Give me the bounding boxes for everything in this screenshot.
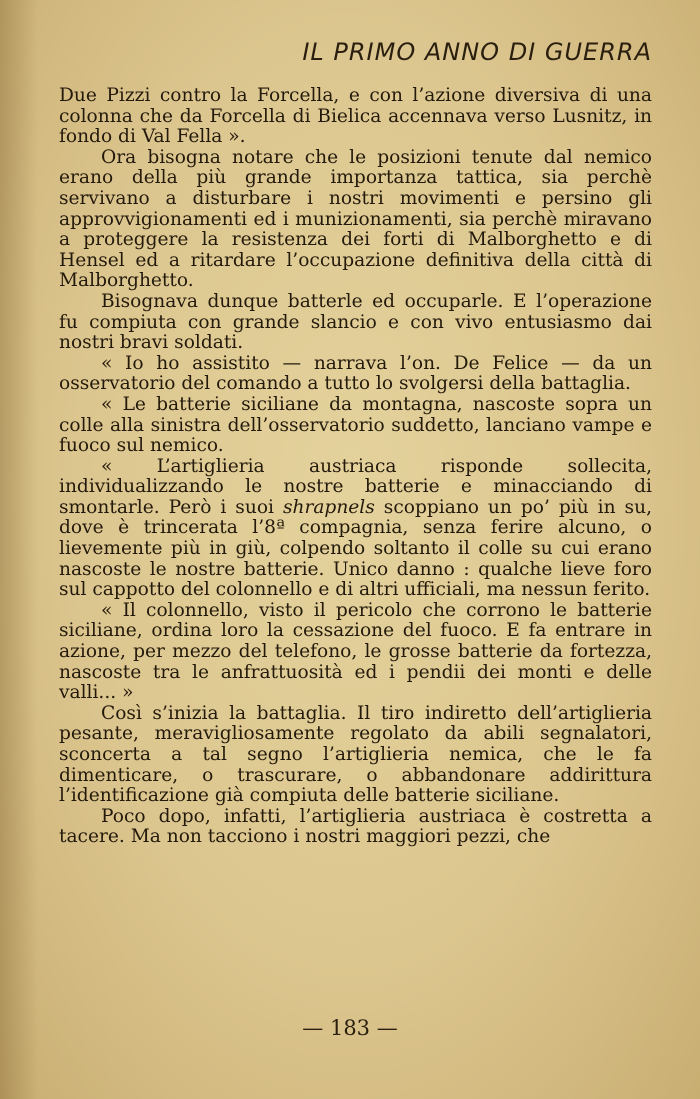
paragraph-6-part-1: « L’artiglieria austriaca risponde sollecita, individualizzando le nostre batterie e minacciando di smontarle. Però i suoi xyxy=(59,455,652,518)
paragraph-6 xyxy=(59,457,652,601)
paragraph-7: « Il colonnello, visto il pericolo che corrono le batterie siciliane, ordina loro la cessazione del fuoco. E fa entrare in azione, per mezzo del telefono, le grosse batterie da fortezza, nascoste tra le anfrattuosità ed i pendii dei monti e delle valli... » xyxy=(59,599,652,704)
paragraph-6-part-2: scoppiano un po’ più in su, dove è trincerata l’8ª compagnia, senza ferire alcuno, o lievemente più in giù, colpendo soltanto il colle su cui erano nascoste le nostre batterie. Unico danno : qualche lieve foro sul cappotto del colonnello e di altri ufficiali, ma nessun ferito. xyxy=(59,496,652,601)
running-head: IL PRIMO ANNO DI GUERRA xyxy=(302,38,652,66)
paragraph-8: Così s’inizia la battaglia. Il tiro indiretto dell’artiglieria pesante, meravigliosamente regolato da abili segnalatori, sconcerta a tal segno l’artiglieria nemica, che le fa dimenticare, o trascurare, o abbandonare addirittura l’identificazione già compiuta delle batterie siciliane. xyxy=(59,702,652,807)
paragraph-3: Bisognava dunque batterle ed occuparle. E l’operazione fu compiuta con grande slancio e con vivo entusiasmo dai nostri bravi soldati. xyxy=(59,290,652,354)
page-number: — 183 — xyxy=(302,1016,398,1040)
paragraph-9: Poco dopo, infatti, l’artiglieria austriaca è costretta a tacere. Ma non tacciono i nostri maggiori pezzi, che xyxy=(59,805,652,848)
paragraph-2: Ora bisogna notare che le posizioni tenute dal nemico erano della più grande importanza tattica, sia perchè servivano a disturbare i nostri movimenti e persino gli approvvigionamenti ed i munizionamenti, sia perchè miravano a proteggere la resistenza dei forti di Malborghetto e di Hensel ed a ritardare l’occupazione definitiva della città di Malborghetto. xyxy=(59,146,652,292)
paragraph-1: Due Pizzi contro la Forcella, e con l’azione diversiva di una colonna che da Forcella di Bielica accennava verso Lusnitz, in fondo di Val Fella ». xyxy=(59,85,652,148)
paragraph-5: « Le batterie siciliane da montagna, nascoste sopra un colle alla sinistra dell’osservatorio suddetto, lanciano vampe e fuoco sul nemico. xyxy=(59,393,652,457)
paragraph-6-italic-term: shrapnels xyxy=(282,496,375,518)
paragraph-4: « Io ho assistito — narrava l’on. De Felice — da un osservatorio del comando a tutto lo svolgersi della battaglia. xyxy=(59,352,652,395)
body-text xyxy=(59,86,652,848)
